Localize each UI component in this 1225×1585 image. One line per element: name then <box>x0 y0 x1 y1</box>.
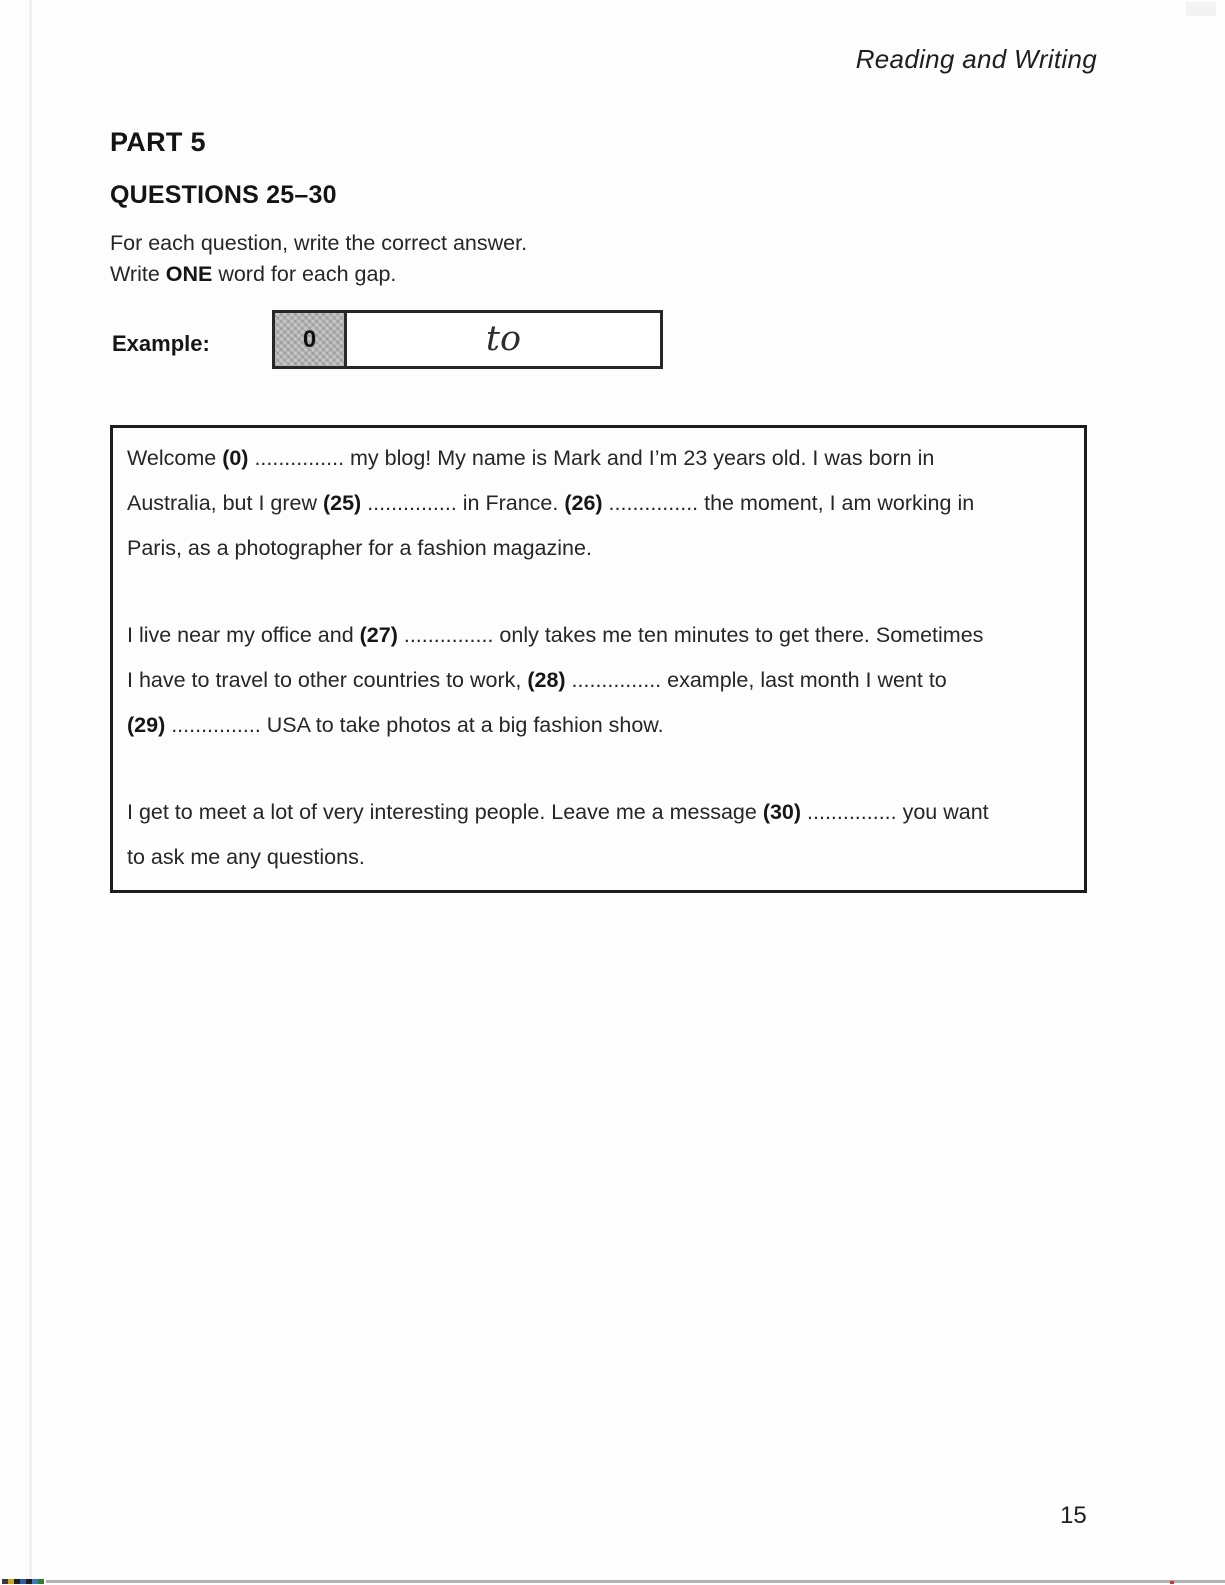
gap-number: (26) <box>564 491 603 515</box>
gap-number: ONE <box>165 262 213 286</box>
passage-line <box>127 436 1084 481</box>
bottom-scan-rule <box>46 1580 1225 1583</box>
example-answer-cell <box>347 313 660 366</box>
text-segment: ............... the moment, I am working in <box>602 491 975 515</box>
instruction-line <box>110 259 527 290</box>
gap-number: (30) <box>762 800 802 824</box>
bottom-scan-color-dashes <box>2 1579 44 1584</box>
text-segment: I live near my office and <box>127 623 360 647</box>
passage-box <box>110 425 1087 893</box>
questions-range-title: QUESTIONS 25–30 <box>110 181 337 209</box>
passage-paragraph <box>127 790 1084 880</box>
instructions <box>110 228 527 290</box>
bottom-scan-red-speck <box>1170 1581 1174 1584</box>
passage-line <box>127 835 1084 880</box>
gap-number: (28) <box>527 668 566 692</box>
instruction-line <box>110 228 527 259</box>
gap-number: (0) <box>222 446 249 470</box>
page-number: 15 <box>1060 1502 1087 1529</box>
passage-line <box>127 658 1084 703</box>
text-segment: ............... USA to take photos at a big fashion show. <box>165 713 664 737</box>
text-segment: Welcome <box>127 446 223 470</box>
gap-number: (25) <box>322 491 362 515</box>
passage-line <box>127 703 1084 748</box>
text-segment: word for each gap. <box>212 262 397 286</box>
text-segment: I have to travel to other countries to work, <box>127 668 528 692</box>
passage-line <box>127 613 1084 658</box>
example-answer-text: to <box>485 318 522 359</box>
example-answer-box <box>272 310 663 369</box>
text-segment: ............... my blog! My name is Mark and I’m 23 years old. I was born in <box>248 446 935 470</box>
passage-line <box>127 481 1084 526</box>
text-segment: Write <box>110 262 166 286</box>
text-segment: For each question, write the correct answer. <box>110 231 528 255</box>
example-label: Example: <box>112 331 210 356</box>
gap-number: (29) <box>127 713 166 737</box>
text-segment: I get to meet a lot of very interesting people. Leave me a message <box>127 800 763 824</box>
passage-paragraph <box>127 436 1084 571</box>
text-segment: ............... you want <box>801 800 989 824</box>
text-segment: ............... example, last month I went to <box>565 668 947 692</box>
text-segment: to ask me any questions. <box>127 845 365 869</box>
running-title: Reading and Writing <box>855 44 1097 74</box>
scan-smudge-artifact <box>1186 2 1216 16</box>
scan-dash <box>38 1579 44 1584</box>
text-segment: ............... in France. <box>361 491 565 515</box>
gap-number: (27) <box>359 623 398 647</box>
passage-paragraph <box>127 613 1084 748</box>
passage-line <box>127 790 1084 835</box>
scan-streak-artifact <box>29 0 32 1585</box>
part-title: PART 5 <box>110 127 206 157</box>
text-segment: ............... only takes me ten minutes to get there. Sometimes <box>397 623 984 647</box>
text-segment: Australia, but I grew <box>127 491 323 515</box>
example-question-number-cell: 0 <box>275 313 347 366</box>
text-segment: Paris, as a photographer for a fashion magazine. <box>127 536 592 560</box>
passage-line <box>127 526 1084 571</box>
